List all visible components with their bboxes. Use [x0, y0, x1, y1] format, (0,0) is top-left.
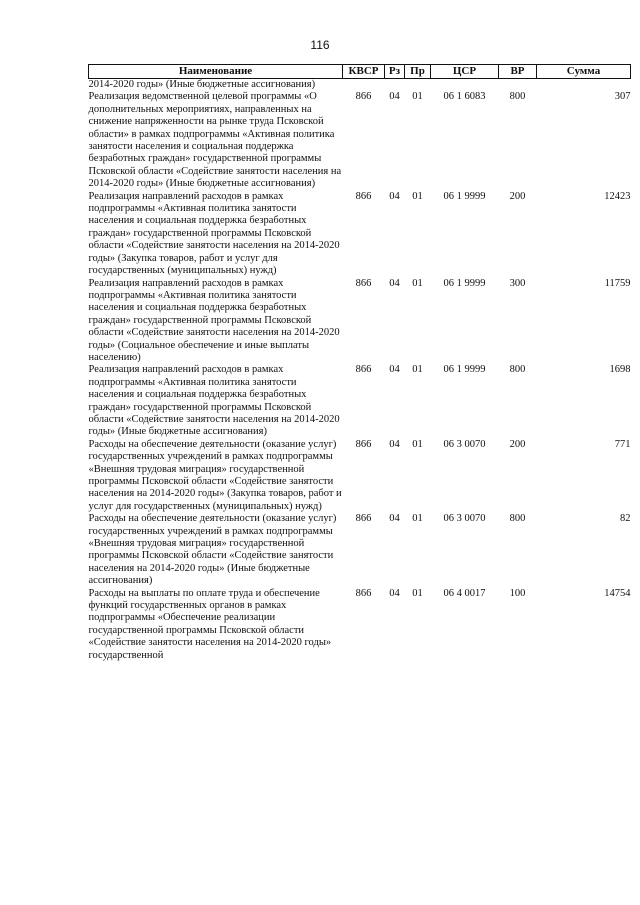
row-pr: 01 — [412, 513, 423, 525]
row-vr: 800 — [509, 513, 526, 525]
table-row — [89, 364, 631, 438]
row-csr: 06 1 9999 — [443, 364, 486, 376]
row-sum: 14754 — [604, 587, 631, 599]
row-vr: 800 — [509, 91, 526, 103]
row-kvsr: 866 — [355, 277, 372, 289]
row-vr: 200 — [509, 438, 526, 450]
header-vr: ВР — [499, 65, 537, 79]
row-kvsr: 866 — [355, 438, 372, 450]
row-name: Реализация направлений расходов в рамках подпрограммы «Активная политика занятости населения и социальная поддержка безработных граждан» государственной программы Псковской области «Содействие занятости населения на 2014-2020 годы» (Закупка товаров, работ и услуг для государственных (муниципальных) нужд) — [88, 190, 340, 277]
row-rz: 04 — [389, 587, 400, 599]
row-kvsr: 866 — [355, 587, 372, 599]
row-rz: 04 — [389, 190, 400, 202]
table-row — [89, 91, 631, 190]
header-rz: Рз — [385, 65, 405, 79]
row-sum: 12423 — [604, 190, 631, 202]
budget-table — [88, 64, 631, 662]
row-pr: 01 — [412, 364, 423, 376]
row-sum: 11759 — [604, 277, 631, 289]
page-number: 116 — [310, 38, 330, 52]
row-name: 2014-2020 годы» (Иные бюджетные ассигнования) — [88, 79, 316, 90]
table-header-row — [89, 65, 631, 79]
row-pr — [405, 79, 431, 92]
row-name: Расходы на обеспечение деятельности (оказание услуг) государственных учреждений в рамках подпрограммы «Внешняя трудовая миграция» государственной программы Псковской области «Содействие занятости населения на 2014-2020 годы» (Иные бюджетные ассигнования) — [88, 513, 337, 587]
table-row — [89, 588, 631, 662]
header-kvsr: КВСР — [343, 65, 385, 79]
row-sum — [537, 79, 631, 92]
header-sum: Сумма — [537, 65, 631, 79]
row-csr: 06 4 0017 — [443, 587, 486, 599]
row-pr: 01 — [412, 277, 423, 289]
header-name: Наименование — [89, 65, 343, 79]
row-sum: 1698 — [609, 364, 631, 376]
row-kvsr: 866 — [355, 91, 372, 103]
row-name: Расходы на обеспечение деятельности (оказание услуг) государственных учреждений в рамках подпрограммы «Внешняя трудовая миграция» государственной программы Псковской области «Содействие занятости населения на 2014-2020 годы» (Закупка товаров, работ и услуг для государственных (муниципальных) нужд) — [88, 438, 342, 512]
row-csr: 06 1 9999 — [443, 277, 486, 289]
row-sum: 82 — [620, 513, 631, 525]
row-csr: 06 1 6083 — [443, 91, 486, 103]
row-name: Реализация направлений расходов в рамках подпрограммы «Активная политика занятости населения и социальная поддержка безработных граждан» государственной программы Псковской области «Содействие занятости населения на 2014-2020 годы» (Иные бюджетные ассигнования) — [88, 364, 340, 438]
row-vr: 100 — [509, 587, 526, 599]
table-row — [89, 278, 631, 365]
row-rz: 04 — [389, 91, 400, 103]
row-csr: 06 3 0070 — [443, 438, 486, 450]
table-row — [89, 79, 631, 92]
row-name: Реализация направлений расходов в рамках подпрограммы «Активная политика занятости населения и социальная поддержка безработных граждан» государственной программы Псковской области «Содействие занятости населения на 2014-2020 годы» (Социальное обеспечение и иные выплаты населению) — [88, 277, 340, 363]
row-rz: 04 — [389, 277, 400, 289]
table-row — [89, 191, 631, 278]
row-pr: 01 — [412, 587, 423, 599]
row-vr: 200 — [509, 190, 526, 202]
row-pr: 01 — [412, 438, 423, 450]
row-rz: 04 — [389, 438, 400, 450]
row-kvsr — [343, 79, 385, 92]
header-pr: Пр — [405, 65, 431, 79]
table-row — [89, 513, 631, 587]
row-csr: 06 1 9999 — [443, 190, 486, 202]
row-csr — [431, 79, 499, 92]
row-rz: 04 — [389, 364, 400, 376]
row-rz — [385, 79, 405, 92]
row-kvsr: 866 — [355, 190, 372, 202]
row-kvsr: 866 — [355, 364, 372, 376]
table-row — [89, 439, 631, 513]
row-sum: 307 — [614, 91, 631, 103]
row-kvsr: 866 — [355, 513, 372, 525]
row-vr: 300 — [509, 277, 526, 289]
row-name: Расходы на выплаты по оплате труда и обеспечение функций государственных органов в рамках подпрограммы «Обеспечение реализации государственной программы Псковской области «Содействие занятости населения на 2014-2020 годы» государственной — [88, 587, 332, 661]
header-csr: ЦСР — [431, 65, 499, 79]
row-csr: 06 3 0070 — [443, 513, 486, 525]
row-pr: 01 — [412, 91, 423, 103]
row-name: Реализация ведомственной целевой программы «О дополнительных мероприятиях, направленных на снижение напряженности на рынке труда Псковской области» в рамках подпрограммы «Активная политика занятости населения и социальная поддержка безработных граждан» государственной программы Псковской области «Содействие занятости населения на 2014-2020 годы» (Иные бюджетные ассигнования) — [88, 91, 342, 190]
row-rz: 04 — [389, 513, 400, 525]
row-vr: 800 — [509, 364, 526, 376]
row-vr — [499, 79, 537, 92]
row-sum: 771 — [614, 438, 631, 450]
row-pr: 01 — [412, 190, 423, 202]
